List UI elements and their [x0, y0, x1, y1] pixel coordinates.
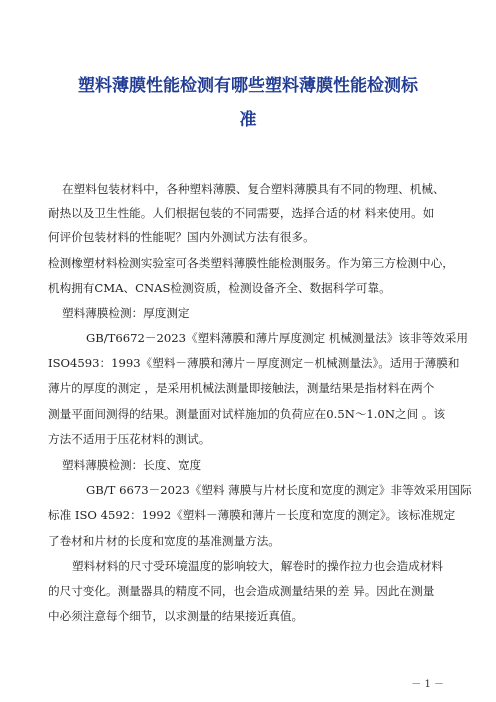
body-line: 了卷材和片材的长度和宽度的基准测量方法。	[48, 534, 280, 548]
body-line: 耐热以及卫生性能。人们根据包装的不同需要，选择合适的材 料来使用。如	[48, 206, 435, 220]
body-line: 在塑料包装材料中，各种塑料薄膜、复合塑料薄膜具有不同的物理、机械、	[62, 182, 445, 196]
section-heading-thickness: 塑料薄膜检测：厚度测定	[62, 306, 190, 320]
page-number: － 1 －	[411, 679, 444, 690]
body-line: 检测橡塑材料检测实验室可各类塑料薄膜性能检测服务。作为第三方检测中心，	[48, 256, 454, 270]
body-line: GB/T6672－2023《塑料薄膜和薄片厚度测定 机械测量法》该非等效采用	[86, 331, 468, 345]
body-line: 中必须注意每个细节，以求测量的结果接近真值。	[48, 609, 304, 623]
body-line: 机构拥有CMA、CNAS检测资质，检测设备齐全、数据科学可靠。	[48, 281, 391, 295]
body-line: 薄片的厚度的测定 ，是采用机械法测量即接触法，测量结果是指材料在两个	[48, 381, 435, 395]
body-line: 方法不适用于压花材料的测试。	[48, 432, 211, 446]
body-line: ISO4593：1993《塑料－薄膜和薄片－厚度测定－机械测量法》。适用于薄膜和	[48, 356, 460, 370]
body-line: GB/T 6673－2023《塑料 薄膜与片材长度和宽度的测定》非等效采用国际	[86, 483, 472, 497]
body-line: 的尺寸变化。测量器具的精度不同，也会造成测量结果的差 异。因此在测量	[48, 584, 435, 598]
body-line: 标准 ISO 4592：1992《塑料－薄膜和薄片－长度和宽度的测定》。该标准规定	[48, 508, 456, 522]
section-heading-length-width: 塑料薄膜检测：长度、宽度	[62, 458, 202, 472]
document-title-line-2: 准	[239, 110, 257, 130]
body-line: 测量平面间测得的结果。测量面对试样施加的负荷应在0.5N～1.0N之间 。该	[48, 407, 446, 421]
body-line: 塑料材料的尺寸受环境温度的影响较大，解卷时的操作拉力也会造成材料	[72, 559, 444, 573]
document-title-line-1: 塑料薄膜性能检测有哪些塑料薄膜性能检测标	[78, 76, 418, 96]
body-line: 何评价包装材料的性能呢？国内外测试方法有很多。	[48, 230, 315, 244]
